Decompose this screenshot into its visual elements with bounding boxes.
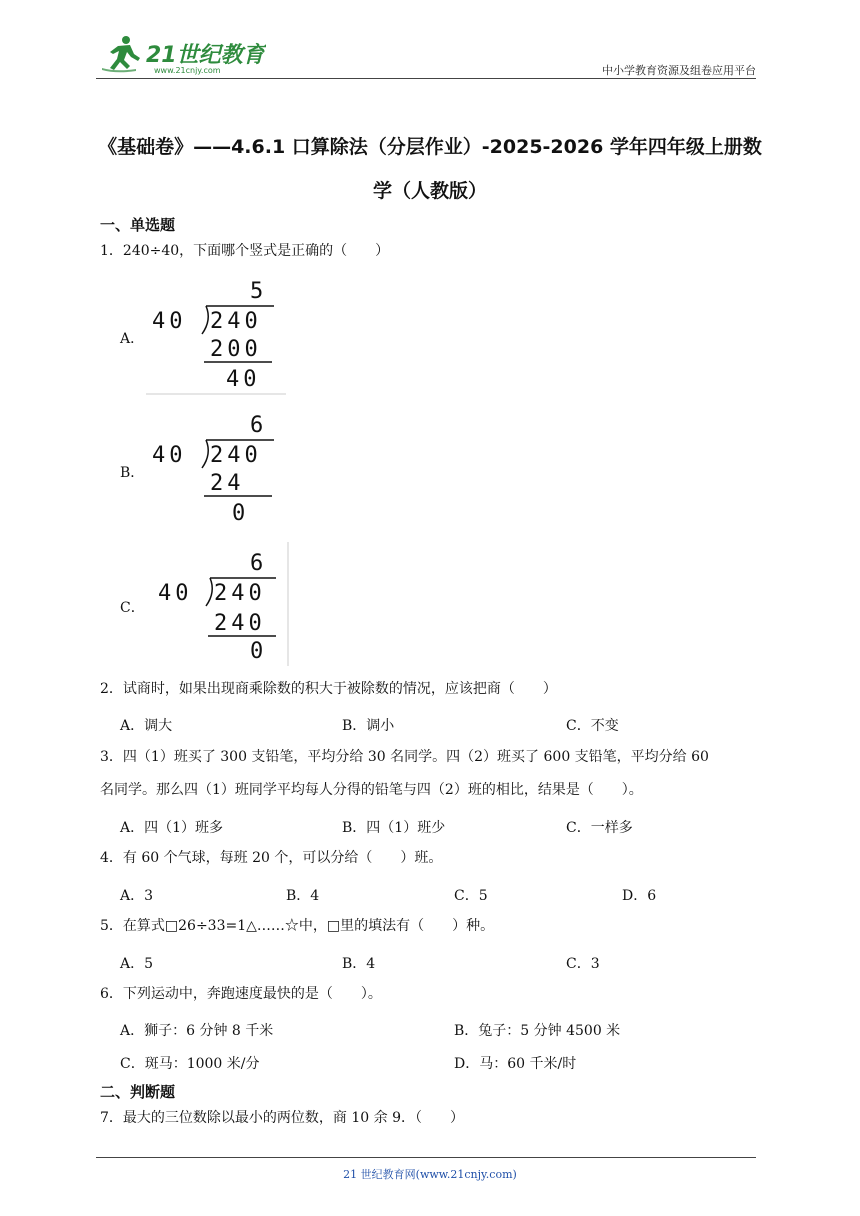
q1-a-dividend: 240 (210, 309, 262, 334)
q1-b-divisor: 40 (152, 443, 187, 468)
q1-a-product: 200 (210, 337, 262, 362)
q1-option-c-division (146, 542, 296, 668)
header-platform-text: 中小学教育资源及组卷应用平台 (602, 64, 756, 77)
q1-a-divisor: 40 (152, 309, 187, 334)
q4-option-c[interactable]: C．5 (454, 888, 488, 904)
page-header (96, 30, 756, 80)
q4-option-a[interactable]: A．3 (120, 888, 154, 904)
question-3-stem-line1: 3．四（1）班买了 300 支铅笔，平均分给 30 名同学。四（2）班买了 600 支铅笔，平均分给 60 (100, 749, 709, 765)
q1-b-remainder: 0 (232, 501, 250, 526)
q4-option-b[interactable]: B．4 (286, 888, 320, 904)
q1-a-quotient: 5 (250, 279, 264, 304)
header-divider (96, 78, 756, 79)
q1-option-a-label[interactable]: A． (120, 331, 145, 347)
q1-b-product: 24 (210, 471, 245, 496)
logo-text: 21世纪教育 (146, 43, 265, 68)
page-title-line2: 学（人教版） (372, 180, 487, 202)
q2-option-b[interactable]: B．调小 (342, 718, 395, 734)
q2-option-c[interactable]: C．不变 (566, 718, 619, 734)
q1-b-quotient: 6 (250, 413, 264, 438)
q4-option-d[interactable]: D．6 (622, 888, 657, 904)
q1-option-c-label[interactable]: C． (120, 600, 145, 616)
q1-c-dividend: 240 (214, 581, 266, 606)
page-title-line1: 《基础卷》——4.6.1 口算除法（分层作业）-2025-2026 学年四年级上册数 (98, 136, 762, 158)
section-single-choice: 一、单选题 (100, 216, 176, 234)
section-judgement: 二、判断题 (100, 1083, 176, 1101)
q2-option-a[interactable]: A．调大 (120, 718, 173, 734)
q1-option-b-division (146, 410, 296, 528)
site-logo (96, 32, 266, 76)
question-1-stem: 1．240÷40，下面哪个竖式是正确的（ ） (100, 243, 390, 259)
q5-option-c[interactable]: C．3 (566, 956, 600, 972)
q3-option-a[interactable]: A．四（1）班多 (120, 820, 224, 836)
question-6-stem: 6．下列运动中，奔跑速度最快的是（ ）。 (100, 986, 382, 1002)
logo-url: www.21cnjy.com (154, 66, 221, 75)
q3-option-c[interactable]: C．一样多 (566, 820, 633, 836)
question-5-stem: 5．在算式□26÷33=1△……☆中，□里的填法有（ ）种。 (100, 918, 495, 934)
q1-option-a-division (146, 276, 296, 396)
question-2-stem: 2．试商时，如果出现商乘除数的积大于被除数的情况，应该把商（ ） (100, 681, 557, 697)
q1-b-dividend: 240 (210, 443, 262, 468)
q1-c-product: 240 (214, 611, 266, 636)
q5-option-b[interactable]: B．4 (342, 956, 376, 972)
q6-option-d[interactable]: D．马：60 千米/时 (454, 1056, 577, 1072)
q1-a-remainder: 40 (226, 367, 261, 392)
footer-link[interactable]: 21 世纪教育网(www.21cnjy.com) (343, 1168, 517, 1181)
question-7-stem: 7．最大的三位数除以最小的两位数，商 10 余 9．（ ） (100, 1110, 464, 1126)
footer-divider (96, 1157, 756, 1158)
q5-option-a[interactable]: A．5 (120, 956, 154, 972)
q1-option-b-label[interactable]: B． (120, 465, 145, 481)
q6-option-b[interactable]: B．兔子：5 分钟 4500 米 (454, 1023, 621, 1039)
question-4-stem: 4．有 60 个气球，每班 20 个，可以分给（ ）班。 (100, 850, 443, 866)
q1-c-divisor: 40 (158, 581, 193, 606)
q1-c-remainder: 0 (250, 639, 268, 664)
q6-option-c[interactable]: C．斑马：1000 米/分 (120, 1056, 260, 1072)
q3-option-b[interactable]: B．四（1）班少 (342, 820, 446, 836)
question-3-stem-line2: 名同学。那么四（1）班同学平均每人分得的铅笔与四（2）班的相比，结果是（ ）。 (100, 782, 643, 798)
q6-option-a[interactable]: A．狮子：6 分钟 8 千米 (120, 1023, 274, 1039)
q1-c-quotient: 6 (250, 551, 264, 576)
